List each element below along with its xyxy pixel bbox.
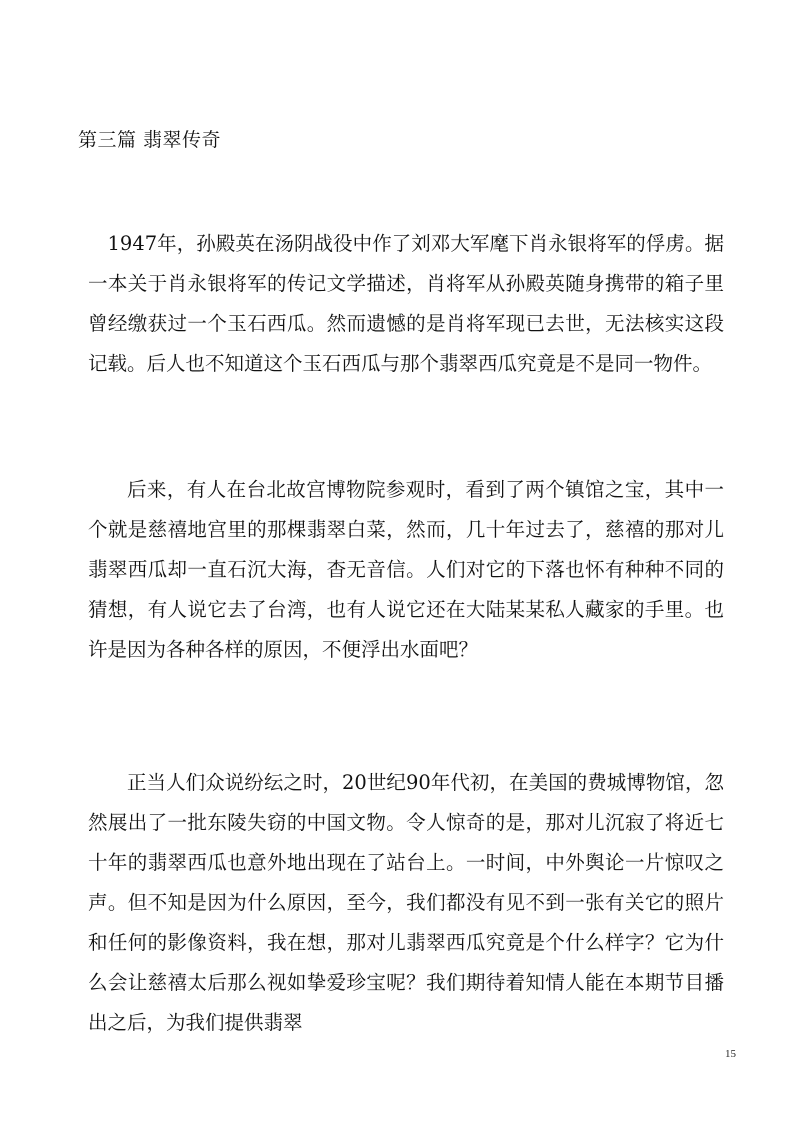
page-number: 15: [725, 1048, 736, 1060]
section-title: 第三篇 翡翠传奇: [78, 129, 222, 151]
paragraph-1: 1947年，孙殿英在汤阴战役中作了刘邓大军麾下肖永银将军的俘虏。据一本关于肖永银将军的传记文学描述，肖将军从孙殿英随身携带的箱子里曾经缴获过一个玉石西瓜。然而遗憾的是肖将军现已去世，无法核实这段记载。后人也不知道这个玉石西瓜与那个翡翠西瓜究竟是不是同一物件。: [88, 232, 724, 375]
paragraph-3: 正当人们众说纷纭之时，20世纪90年代初，在美国的费城博物馆，忽然展出了一批东陵失窃的中国文物。令人惊奇的是，那对儿沉寂了将近七十年的翡翠西瓜也意外地出现在了站台上。一时间，中外舆论一片惊叹之声。但不知是因为什么原因，至今，我们都没有见不到一张有关它的照片和任何的影像资料，我在想，那对儿翡翠西瓜究竟是个什么样字？它为什么会让慈禧太后那么视如挚爱珍宝呢？我们期待着知情人能在本期节目播出之后，为我们提供翡翠: [88, 771, 724, 1034]
paragraph-2: 后来，有人在台北故宫博物院参观时，看到了两个镇馆之宝，其中一个就是慈禧地宫里的那棵翡翠白菜，然而，几十年过去了，慈禧的那对儿翡翠西瓜却一直石沉大海，杳无音信。人们对它的下落也怀有种种不同的猜想，有人说它去了台湾，也有人说它还在大陆某某私人藏家的手里。也许是因为各种各样的原因，不便浮出水面吧？: [88, 478, 724, 661]
